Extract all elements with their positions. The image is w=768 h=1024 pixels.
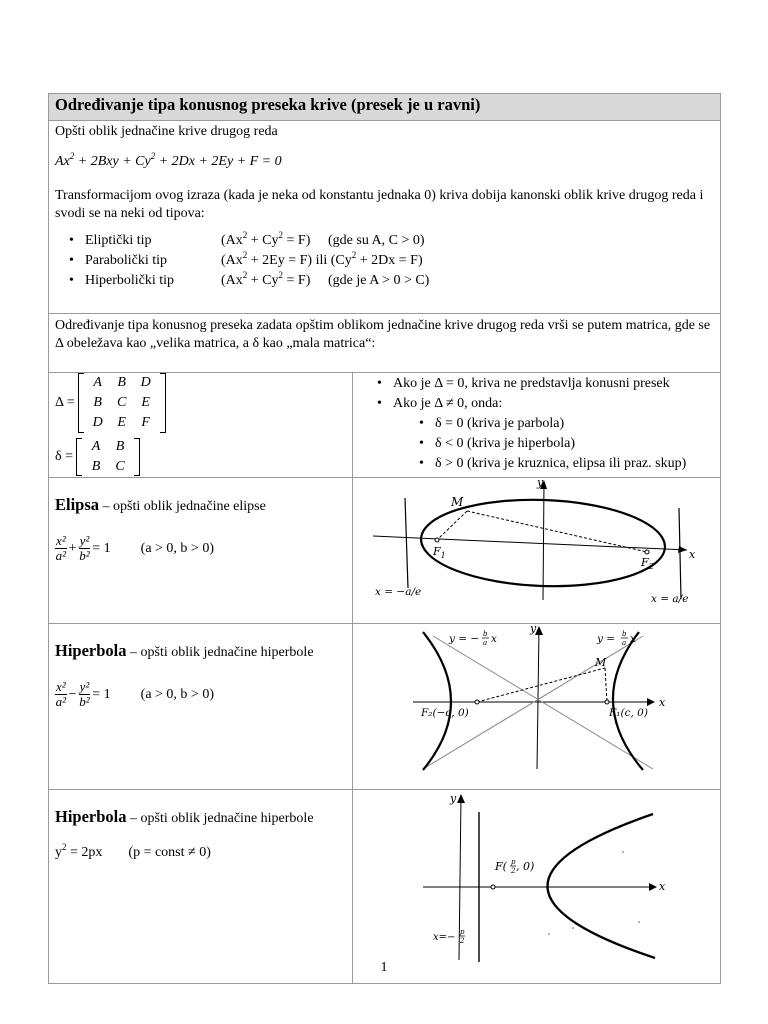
parabola-text-cell bbox=[49, 790, 353, 984]
ellipse-plot bbox=[353, 476, 696, 605]
general-equation: $Ax^2 + 2Bxy + Cy^2 + 2Dx + 2Ey + F = 0$ bbox=[55, 151, 282, 169]
focus-2-point bbox=[475, 700, 479, 704]
svg-text:a: a bbox=[483, 639, 488, 647]
intro-cell bbox=[49, 121, 721, 314]
focus-point bbox=[491, 885, 495, 889]
parabola-plot-cell bbox=[353, 790, 721, 984]
svg-text:x: x bbox=[630, 633, 636, 645]
ellipse-text-cell bbox=[49, 478, 353, 624]
label-focus bbox=[494, 858, 534, 875]
label-f2: $F_2$ bbox=[641, 556, 654, 571]
list-item: • Eliptički tip $(Ax^2 + Cy^2 = F)$ (gde su A, C > 0) bbox=[85, 231, 714, 251]
list-item: • Parabolički tip $(Ax^2 + 2Ey = F)$ ili $(Cy^2 + 2Dx = F)$ bbox=[85, 251, 714, 271]
parabola-equation: $y^2 = 2px$ (p = const ≠ 0) bbox=[55, 842, 211, 860]
list-item: • Ako je Δ = 0, kriva ne predstavlja konusni presek bbox=[393, 374, 714, 394]
svg-text:p: p bbox=[511, 858, 516, 866]
right-directrix bbox=[679, 508, 681, 599]
focus-2 bbox=[645, 550, 649, 554]
label-f2: F₂(−c, 0) bbox=[421, 707, 469, 719]
svg-text:y = −: y = − bbox=[449, 633, 480, 645]
svg-text:x: x bbox=[491, 633, 497, 645]
document-page bbox=[48, 93, 720, 984]
big-matrix: Δ = A B D B C E D E F bbox=[55, 373, 346, 433]
parabola-plot bbox=[353, 790, 693, 965]
table-title: Određivanje tipa konusnog preseka krive (presek je u ravni) bbox=[49, 94, 721, 121]
page-number: 1 bbox=[380, 960, 388, 975]
matrices-text: Određivanje tipa konusnog preseka zadata opštim oblikom jednačine krive drugog reda vrši se putem matrica, gde se Δ obeležava kao „velika matrica, a δ kao „mala matrica“: bbox=[49, 314, 721, 373]
hyperbola-title: Hiperbola bbox=[55, 641, 127, 660]
rules-cell bbox=[353, 373, 721, 478]
parabola-curve bbox=[547, 814, 655, 958]
y-axis-arrow bbox=[457, 794, 465, 803]
label-y: y bbox=[537, 476, 544, 489]
right-branch bbox=[613, 632, 643, 770]
list-item: • δ < 0 (kriva je hiperbola) bbox=[435, 434, 714, 454]
intro-paragraph: Transformacijom ovog izraza (kada je neka od konstantu jednaka 0) kriva dobija kanonski oblik krive drugog reda i svodi se na neki od tipova: bbox=[55, 188, 704, 221]
ellipse-row bbox=[49, 478, 721, 624]
list-item: • δ > 0 (kriva je kruznica, elipsa ili praz. skup) bbox=[435, 454, 714, 474]
parabola-title: Hiperbola bbox=[55, 807, 127, 826]
hyperbola-row bbox=[49, 624, 721, 790]
svg-text:y =: y = bbox=[597, 633, 616, 645]
label-x: x bbox=[689, 548, 696, 561]
left-directrix bbox=[405, 498, 408, 588]
label-y: y bbox=[450, 792, 457, 805]
label-y: y bbox=[530, 622, 537, 635]
label-m: M bbox=[595, 656, 607, 669]
hyperbola-text-cell bbox=[49, 624, 353, 790]
label-f1: F₁(c, 0) bbox=[609, 707, 648, 719]
ellipse-plot-cell bbox=[353, 478, 721, 624]
rules-list bbox=[359, 374, 714, 474]
sub-rules bbox=[393, 414, 714, 474]
focal-radius-2 bbox=[467, 511, 647, 552]
svg-text:2: 2 bbox=[460, 937, 465, 945]
parabola-desc: – opšti oblik jednačine hiperbole bbox=[126, 811, 314, 826]
label-x: x bbox=[659, 696, 666, 709]
label-directrix bbox=[433, 928, 465, 945]
svg-text:p: p bbox=[460, 928, 465, 936]
svg-text:b: b bbox=[483, 630, 488, 638]
focal-radius-1 bbox=[477, 668, 605, 702]
focus-1-point bbox=[605, 700, 609, 704]
ellipse-title: Elipsa bbox=[55, 495, 100, 514]
hyperbola-equation: $\frac{\text{x²}}{\text{a²}}$ − $\frac{\text{y²}}{\text{b²}}$ = 1 (a > 0, b > 0) bbox=[55, 679, 214, 709]
hyperbola-plot bbox=[353, 624, 693, 771]
label-right-directrix: x = a/e bbox=[651, 593, 689, 605]
matrices-text-row bbox=[49, 314, 721, 373]
matrices-cell bbox=[49, 373, 353, 478]
label-f1: $F_1$ bbox=[433, 545, 446, 560]
focal-radius-2 bbox=[605, 668, 607, 702]
svg-text:, 0): , 0) bbox=[516, 860, 535, 873]
label-asymptote-positive bbox=[596, 630, 636, 647]
hyperbola-desc: – opšti oblik jednačine hiperbole bbox=[126, 645, 314, 660]
label-asymptote-negative bbox=[448, 630, 497, 647]
svg-text:a: a bbox=[622, 639, 627, 647]
x-axis-arrow bbox=[647, 698, 655, 706]
types-list bbox=[55, 231, 714, 291]
parabola-row bbox=[49, 790, 721, 984]
list-item: • Hiperbolički tip $(Ax^2 + Cy^2 = F)$ (gde je A > 0 > C) bbox=[85, 271, 714, 291]
label-left-directrix: x = −a/e bbox=[375, 586, 422, 598]
ellipse-equation: $\frac{\text{x²}}{\text{a²}}$ + $\frac{\text{y²}}{\text{b²}}$ = 1 (a > 0, b > 0) bbox=[55, 533, 214, 563]
label-m: M bbox=[451, 495, 464, 509]
focus-1 bbox=[435, 538, 439, 542]
matrix-row bbox=[49, 373, 721, 478]
conic-table bbox=[48, 93, 721, 984]
hyperbola-plot-cell bbox=[353, 624, 721, 790]
svg-text:2: 2 bbox=[511, 867, 516, 875]
x-axis-arrow bbox=[649, 883, 657, 891]
intro-line: Opšti oblik jednačine krive drugog reda bbox=[55, 124, 278, 139]
intro-row bbox=[49, 121, 721, 314]
small-matrix: δ = A B B C bbox=[55, 437, 346, 477]
list-item: • δ = 0 (kriva je parbola) bbox=[435, 414, 714, 434]
label-x: x bbox=[659, 880, 666, 893]
svg-text:x=−: x=− bbox=[433, 932, 456, 943]
svg-text:b: b bbox=[622, 630, 627, 638]
ellipse-desc: – opšti oblik jednačine elipse bbox=[99, 499, 266, 514]
header-row bbox=[49, 94, 721, 121]
list-item: • Ako je Δ ≠ 0, onda: • δ = 0 (kriva je parbola) • δ < 0 (kriva je hiperbola) • δ > 0 (kriva je kruznica, elipsa ili praz. skup) bbox=[393, 394, 714, 474]
svg-text:F(: F( bbox=[495, 860, 507, 873]
left-branch bbox=[423, 632, 451, 770]
